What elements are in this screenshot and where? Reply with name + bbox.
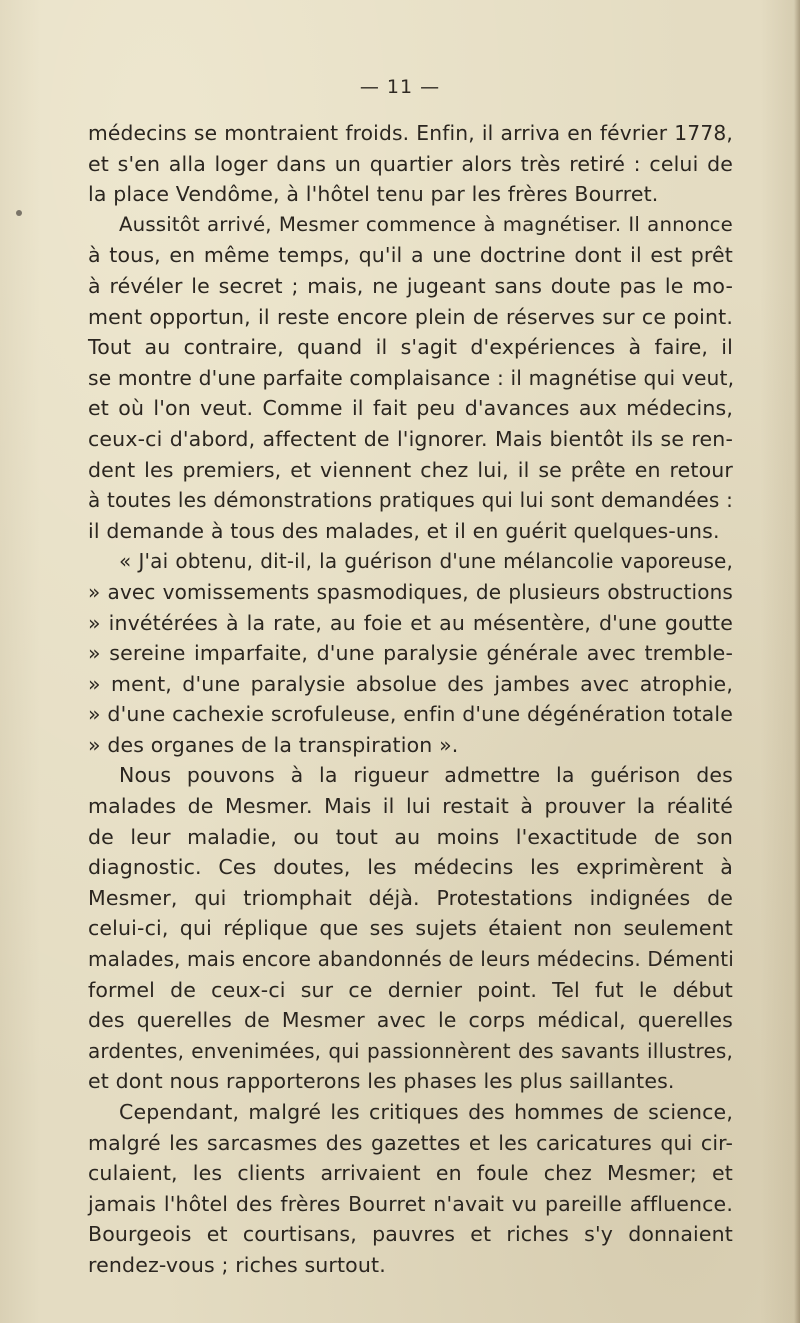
text-line: diagnostic. Ces doutes, les médecins les exprimèrent à <box>88 855 733 880</box>
text-line: rendez-vous ; riches surtout. <box>88 1252 386 1277</box>
text-line: » d'une cachexie scrofuleuse, enfin d'une dégénération totale <box>88 702 733 727</box>
text-line: et où l'on veut. Comme il fait peu d'avances aux médecins, <box>88 396 733 421</box>
text-line: ceux-ci d'abord, affectent de l'ignorer. Mais bientôt ils se ren- <box>88 426 733 451</box>
text-line: » sereine imparfaite, d'une paralysie générale avec tremble- <box>88 641 733 666</box>
text-line: et dont nous rapporterons les phases les plus saillantes. <box>88 1069 675 1094</box>
text-line: Tout au contraire, quand il s'agit d'expériences à faire, il <box>88 335 733 360</box>
text-line: » ment, d'une paralysie absolue des jambes avec atrophie, <box>88 671 733 696</box>
text-line: à révéler le secret ; mais, ne jugeant sans doute pas le mo- <box>88 273 733 298</box>
text-line: malades de Mesmer. Mais il lui restait à prouver la réalité <box>88 794 733 819</box>
text-line: jamais l'hôtel des frères Bourret n'avait vu pareille affluence. <box>88 1191 733 1216</box>
text-line: ment opportun, il reste encore plein de réserves sur ce point. <box>88 304 733 329</box>
text-line: médecins se montraient froids. Enfin, il arriva en février 1778, <box>88 121 733 145</box>
text-line: celui-ci, qui réplique que ses sujets étaient non seulement <box>88 916 733 941</box>
text-line: formel de ceux-ci sur ce dernier point. Tel fut le début <box>88 977 733 1002</box>
text-line: à toutes les démonstrations pratiques qui lui sont demandées : <box>88 488 733 513</box>
text-line: Cependant, malgré les critiques des hommes de science, <box>119 1100 733 1124</box>
text-line: culaient, les clients arrivaient en foule chez Mesmer; et <box>88 1161 733 1186</box>
text-line: des querelles de Mesmer avec le corps médical, querelles <box>88 1008 733 1033</box>
text-line: Bourgeois et courtisans, pauvres et riches s'y donnaient <box>88 1222 733 1247</box>
text-line: » invétérées à la rate, au foie et au mésentère, d'une goutte <box>88 610 733 635</box>
body-text <box>88 118 733 1281</box>
text-line: dent les premiers, et viennent chez lui, il se prête en retour <box>88 457 733 482</box>
text-line: à tous, en même temps, qu'il a une doctrine dont il est prêt <box>88 243 733 268</box>
text-line: malgré les sarcasmes des gazettes et les caricatures qui cir- <box>88 1130 733 1155</box>
text-line: Aussitôt arrivé, Mesmer commence à magnétiser. Il annonce <box>119 212 733 236</box>
text-line: « J'ai obtenu, dit-il, la guérison d'une mélancolie vaporeuse, <box>119 549 733 574</box>
text-line: » avec vomissements spasmodiques, de plusieurs obstructions <box>88 579 733 604</box>
text-line: » des organes de la transpiration ». <box>88 732 459 757</box>
text-line: Mesmer, qui triomphait déjà. Protestations indignées de <box>88 885 733 910</box>
text-line: Nous pouvons à la rigueur admettre la guérison des <box>119 763 733 788</box>
page-number: — 11 — <box>359 76 441 98</box>
text-line: il demande à tous des malades, et il en guérit quelques-uns. <box>88 518 720 543</box>
text-line: la place Vendôme, à l'hôtel tenu par les frères Bourret. <box>88 182 659 207</box>
ink-spot <box>16 210 22 216</box>
page-edge-shadow <box>794 0 800 1323</box>
text-line: malades, mais encore abandonnés de leurs médecins. Démenti <box>88 947 734 972</box>
text-line: de leur maladie, ou tout au moins l'exactitude de son <box>88 824 733 849</box>
text-line: ardentes, envenimées, qui passionnèrent des savants illustres, <box>88 1038 733 1063</box>
text-line: se montre d'une parfaite complaisance : il magnétise qui veut, <box>88 365 735 390</box>
text-line: et s'en alla loger dans un quartier alors très retiré : celui de <box>88 151 733 176</box>
